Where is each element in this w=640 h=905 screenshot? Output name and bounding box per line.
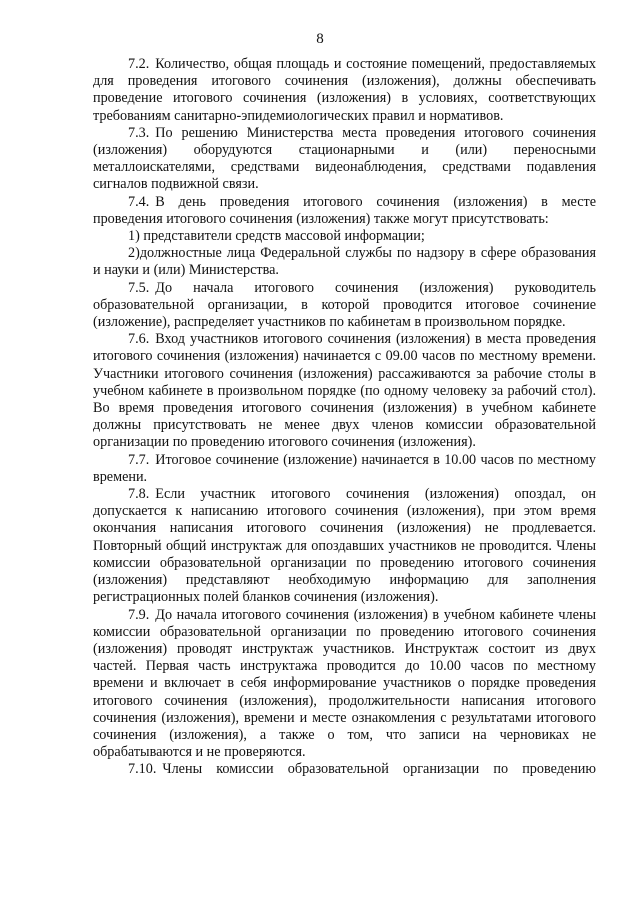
page-number: 8: [316, 31, 324, 47]
paragraph-7-8: [93, 486, 596, 606]
paragraph-text: Вход участников итогового сочинения (изложения) в места проведения итогового сочинения (изложения) начинается с 09.00 часов по местному времени. Участники итогового сочинения (изложения) рассаживаются за рабочие столы в учебном кабинете в произвольном порядке (по одному человеку за рабочий стол). Во время проведения итогового сочинения (изложения) в учебном кабинете должны присутствовать не менее двух членов комиссии образовательной организации по проведению итогового сочинения (изложения).: [93, 331, 596, 451]
paragraph-text: До начала итогового сочинения (изложения) в учебном кабинете члены комиссии образовательной организации по проведению итогового сочинения (изложения) проводят инструктаж участников. Инструктаж состоит из двух частей. Первая часть инструктажа проводится до 10.00 часов по местному времени и включает в себя информирование участников о порядке проведения итогового сочинения (изложения), продолжительности написания итогового сочинения (изложения), времени и месте ознакомления с результатами итогового сочинения (изложения), а также о том, что записи на черновиках не обрабатываются и не проверяются.: [93, 606, 596, 761]
paragraph-number: 7.3.: [128, 124, 150, 141]
list-item-number: 2): [128, 245, 140, 262]
paragraph-number: 7.10.: [128, 761, 157, 778]
paragraph-7-3: [93, 125, 596, 194]
paragraph-text: В день проведения итогового сочинения (изложения) в месте проведения итогового сочинения (изложения) также могут присутствовать:: [93, 193, 596, 227]
paragraph-7-6: [93, 331, 596, 451]
paragraph-number: 7.4.: [128, 193, 150, 210]
paragraph-7-10: [93, 761, 596, 778]
list-item-text: представители средств массовой информации;: [143, 228, 425, 245]
paragraph-text: Итоговое сочинение (изложение) начинается в 10.00 часов по местному времени.: [93, 451, 596, 485]
paragraph-text: Если участник итогового сочинения (изложения) опоздал, он допускается к написанию итогового сочинения (изложения), при этом время окончания написания итогового сочинения (изложения) не продлевается. Повторный общий инструктаж для опоздавших участников не проводится. Члены комиссии образовательной организации по проведению итогового сочинения (изложения) представляют необходимую информацию для заполнения регистрационных полей бланков сочинения (изложения).: [93, 486, 596, 606]
paragraph-text: Члены комиссии образовательной организации по проведению: [162, 761, 596, 778]
paragraph-7-7: [93, 452, 596, 486]
paragraph-text: По решению Министерства места проведения итогового сочинения (изложения) оборудуются стационарными и (или) переносными металлоискателями, средствами видеонаблюдения, средствами подавления сигналов подвижной связи.: [93, 124, 596, 193]
paragraph-number: 7.7.: [128, 451, 150, 468]
paragraph-number: 7.5.: [128, 279, 150, 296]
paragraph-number: 7.8.: [128, 486, 150, 503]
list-item-1: [93, 228, 596, 245]
paragraph-7-2: [93, 56, 596, 125]
paragraph-number: 7.9.: [128, 606, 150, 623]
paragraph-7-9: [93, 607, 596, 762]
paragraph-7-5: [93, 280, 596, 332]
list-item-text: должностные лица Федеральной службы по надзору в сфере образования и науки и (или) Министерства.: [93, 245, 596, 279]
paragraph-number: 7.2.: [128, 56, 150, 72]
document-body: [93, 56, 596, 779]
paragraph-7-4: [93, 194, 596, 228]
list-item-number: 1): [128, 228, 140, 245]
paragraph-number: 7.6.: [128, 331, 150, 348]
paragraph-text: До начала итогового сочинения (изложения) руководитель образовательной организации, в которой проводится итоговое сочинение (изложение), распределяет участников по кабинетам в произвольном порядке.: [93, 279, 596, 331]
paragraph-text: Количество, общая площадь и состояние помещений, предоставляемых для проведения итогового сочинения (изложения), должны обеспечивать проведение итогового сочинения (изложения) в условиях, соответствующих требованиям санитарно-эпидемиологических правил и нормативов.: [93, 56, 596, 124]
list-item-2: [93, 245, 596, 279]
